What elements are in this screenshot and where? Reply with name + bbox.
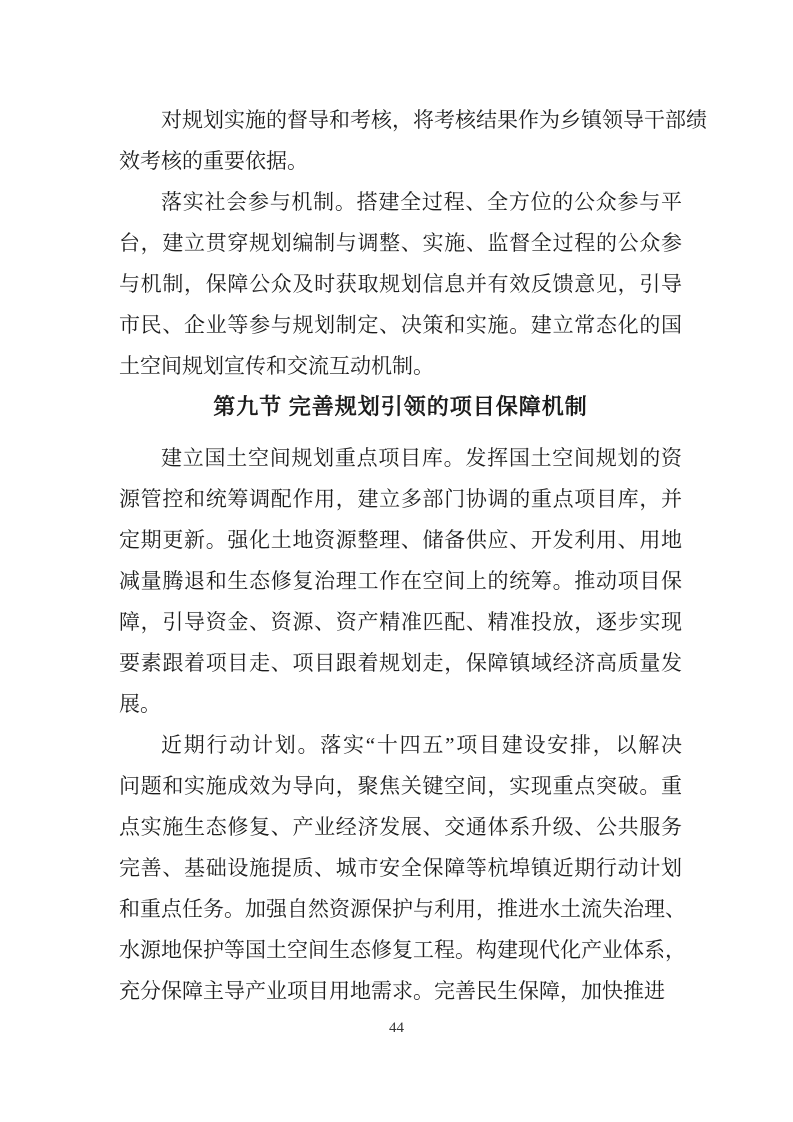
text-line: 对规划实施的督导和考核，将考核结果作为乡镇领导干部绩	[161, 108, 707, 132]
paragraph	[119, 182, 682, 387]
text-line: 近期行动计划。落实“十四五”项目建设安排，以解决	[161, 733, 682, 757]
text-line: 水源地保护等国土空间生态修复工程。构建现代化产业体系，	[119, 938, 686, 962]
text-line: 点实施生态修复、产业经济发展、交通体系升级、公共服务	[119, 815, 682, 839]
paragraph	[119, 438, 682, 725]
page-number: 44	[389, 1020, 404, 1036]
text-line: 问题和实施成效为导向，聚焦关键空间，实现重点突破。重	[119, 774, 682, 798]
text-line: 完善、基础设施提质、城市安全保障等杭埠镇近期行动计划	[119, 856, 682, 880]
text-line: 障，引导资金、资源、资产精准匹配、精准投放，逐步实现	[119, 610, 682, 634]
text-line: 和重点任务。加强自然资源保护与利用，推进水土流失治理、	[119, 897, 686, 921]
document-body	[119, 100, 707, 1012]
section-heading: 第九节 完善规划引领的项目保障机制	[213, 394, 588, 419]
text-line: 要素跟着项目走、项目跟着规划走，保障镇域经济高质量发	[119, 651, 682, 675]
text-line: 落实社会参与机制。搭建全过程、全方位的公众参与平	[161, 190, 682, 214]
paragraph	[119, 100, 707, 182]
text-line: 减量腾退和生态修复治理工作在空间上的统筹。推动项目保	[119, 569, 682, 593]
text-line: 与机制，保障公众及时获取规划信息并有效反馈意见，引导	[119, 272, 682, 296]
text-line: 建立国土空间规划重点项目库。发挥国土空间规划的资	[161, 446, 682, 470]
text-line: 源管控和统筹调配作用，建立多部门协调的重点项目库，并	[119, 487, 682, 511]
text-line: 土空间规划宣传和交流互动机制。	[119, 354, 434, 378]
text-line: 充分保障主导产业项目用地需求。完善民生保障，加快推进	[119, 979, 665, 1003]
text-line: 定期更新。强化土地资源整理、储备供应、开发利用、用地	[119, 528, 682, 552]
text-line: 市民、企业等参与规划制定、决策和实施。建立常态化的国	[119, 313, 682, 337]
text-line: 台，建立贯穿规划编制与调整、实施、监督全过程的公众参	[119, 231, 682, 255]
paragraph	[119, 725, 686, 1012]
text-line: 展。	[119, 692, 161, 716]
text-line: 效考核的重要依据。	[119, 149, 308, 173]
